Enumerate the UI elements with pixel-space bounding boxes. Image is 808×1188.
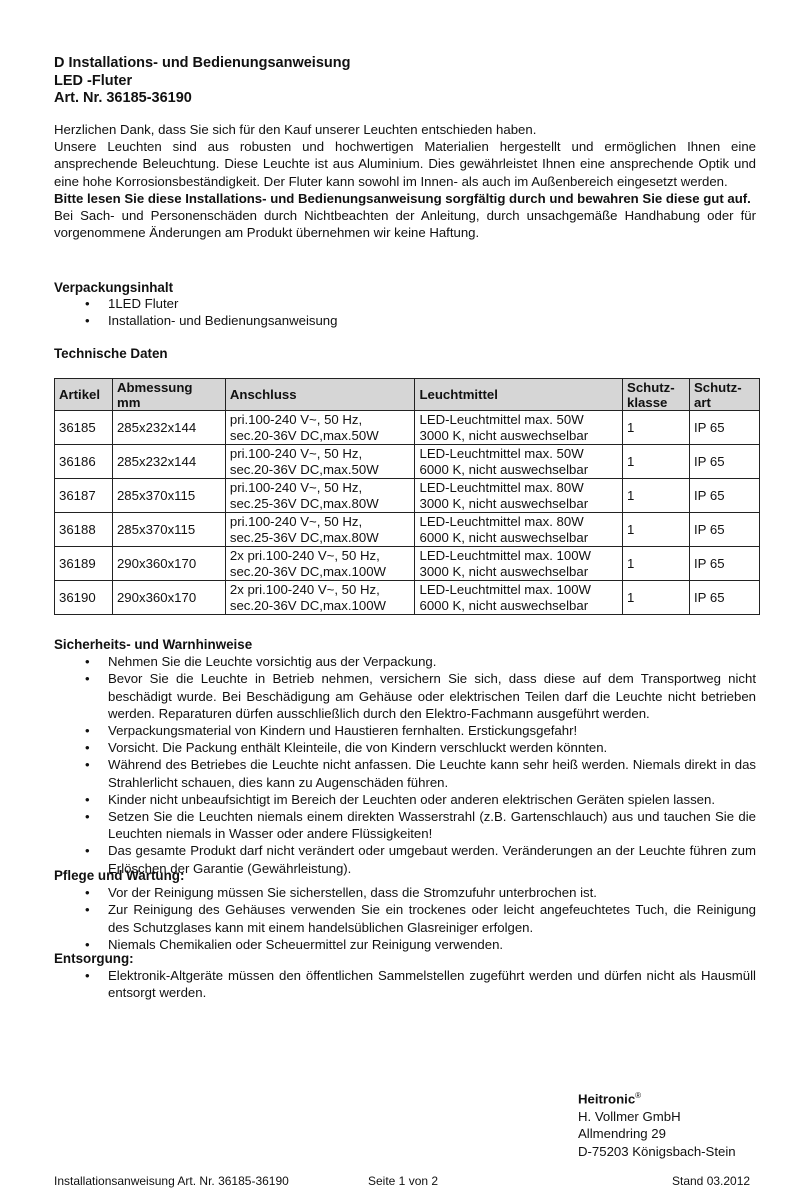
disposal-list (54, 967, 756, 1001)
list-item: • Bevor Sie die Leuchte in Betrieb nehmen, versichern Sie sich, dass diese auf dem Transportweg nicht beschädigt wurde. Bei Beschädigung am Gehäuse oder elektrischen Teilen darf die Leuchte nicht betrieben werden. Reparaturen dürfen ausschließlich durch den Elektro-Fachmann ausgeführt werden. (54, 670, 756, 722)
packaging-list (54, 295, 756, 329)
footer-page-number: Seite 1 von 2 (368, 1174, 439, 1188)
company-name: H. Vollmer GmbH (578, 1108, 681, 1124)
table-header-row (55, 379, 760, 411)
table-row: 36190 290x360x170 2x pri.100-240 V~, 50 Hz, sec.20-36V DC,max.100W LED-Leuchtmittel max. 100W 6000 K, nicht auswechselbar 1 IP 65 (55, 581, 760, 615)
list-item: • Während des Betriebes die Leuchte nicht anfassen. Die Leuchte kann sehr heiß werden. Niemals direkt in das Strahlerlicht schauen, dies kann zu Augenschäden führen. (54, 756, 756, 790)
intro-description: Unsere Leuchten sind aus robusten und hochwertigen Materialien hergestellt und ermöglichen Ihnen eine ansprechende Beleuchtung. Diese Leuchte ist aus Aluminium. Dies gewährleistet Ihnen eine ansprechende Optik und eine hohe Korrosionsbeständigkeit. Der Fluter kann sowohl im Innen- als auch im Außenbereich eingesetzt werden. (54, 139, 756, 189)
list-item: • Kinder nicht unbeaufsichtigt im Bereich der Leuchten oder anderen elektrischen Geräten spielen lassen. (54, 791, 756, 808)
company-brand: Heitronic® (578, 1091, 642, 1107)
title-line-3: Art. Nr. 36185-36190 (54, 90, 192, 106)
list-item: • Das gesamte Produkt darf nicht verändert oder umgebaut werden. Veränderungen an der Leuchte führen zum Erlöschen der Garantie (Gewährleistung). (54, 842, 756, 876)
intro-read-notice: Bitte lesen Sie diese Installations- und Bedienungsanweisung sorgfältig durch und bewahren Sie diese gut auf. (54, 190, 751, 206)
col-abmessung: Abmessung mm (112, 379, 225, 411)
list-item: • Vor der Reinigung müssen Sie sicherstellen, dass die Stromzufuhr unterbrochen ist. (54, 884, 756, 901)
col-anschluss: Anschluss (225, 379, 415, 411)
packaging-section (54, 280, 756, 329)
intro-thanks: Herzlichen Dank, dass Sie sich für den Kauf unserer Leuchten entschieden haben. (54, 122, 537, 137)
list-item: • Elektronik-Altgeräte müssen den öffentlichen Sammelstellen zugeführt werden und dürfen nicht als Hausmüll entsorgt werden. (54, 967, 756, 1001)
col-leuchtmittel: Leuchtmittel (415, 379, 623, 411)
intro-liability: Bei Sach- und Personenschäden durch Nichtbeachten der Anleitung, durch unsachgemäße Handhabung oder für vorgenommene Änderungen am Produkt übernehmen wir keine Haftung. (54, 208, 756, 241)
table-row: 36186 285x232x144 pri.100-240 V~, 50 Hz, sec.20-36V DC,max.50W LED-Leuchtmittel max. 50W 6000 K, nicht auswechselbar 1 IP 65 (55, 445, 760, 479)
tech-data-table (54, 378, 760, 615)
list-item: • Setzen Sie die Leuchten niemals einem direkten Wasserstrahl (z.B. Gartenschlauch) aus und tauchen Sie die Leuchten niemals in Wasser oder andere Flüssigkeiten! (54, 808, 756, 842)
care-heading: Pflege und Wartung: (54, 868, 185, 883)
table-row: 36189 290x360x170 2x pri.100-240 V~, 50 Hz, sec.20-36V DC,max.100W LED-Leuchtmittel max. 100W 3000 K, nicht auswechselbar 1 IP 65 (55, 547, 760, 581)
company-address (578, 1087, 736, 1160)
care-section (54, 867, 756, 953)
footer-left: Installationsanweisung Art. Nr. 36185-36190 (54, 1174, 289, 1188)
packaging-heading: Verpackungsinhalt (54, 280, 174, 295)
list-item: • Nehmen Sie die Leuchte vorsichtig aus der Verpackung. (54, 653, 756, 670)
footer-date: Stand 03.2012 (672, 1174, 751, 1188)
col-schutzklasse: Schutz- klasse (623, 379, 690, 411)
table-row: 36187 285x370x115 pri.100-240 V~, 50 Hz, sec.25-36V DC,max.80W LED-Leuchtmittel max. 80W 3000 K, nicht auswechselbar 1 IP 65 (55, 479, 760, 513)
title-line-1: D Installations- und Bedienungsanweisung (54, 55, 351, 71)
document-title (54, 55, 350, 108)
list-item: • Zur Reinigung des Gehäuses verwenden Sie ein trockenes oder leicht angefeuchtetes Tuch, die Reinigung des Schutzglases kann mit einem handelsüblichen Glasreiniger erfolgen. (54, 901, 756, 935)
company-street: Allmendring 29 (578, 1126, 666, 1142)
title-line-2: LED -Fluter (54, 72, 133, 89)
list-item: • Vorsicht. Die Packung enthält Kleinteile, die von Kindern verschluckt werden könnten. (54, 739, 756, 756)
list-item: • Niemals Chemikalien oder Scheuermittel zur Reinigung verwenden. (54, 936, 756, 953)
table-row: 36185 285x232x144 pri.100-240 V~, 50 Hz, sec.20-36V DC,max.50W LED-Leuchtmittel max. 50W 3000 K, nicht auswechselbar 1 IP 65 (55, 411, 760, 445)
list-item: • Verpackungsmaterial von Kindern und Haustieren fernhalten. Erstickungsgefahr! (54, 722, 756, 739)
safety-list (54, 653, 756, 877)
table-row: 36188 285x370x115 pri.100-240 V~, 50 Hz, sec.25-36V DC,max.80W LED-Leuchtmittel max. 80W 6000 K, nicht auswechselbar 1 IP 65 (55, 513, 760, 547)
safety-section (54, 636, 756, 877)
col-schutzart: Schutz- art (690, 379, 760, 411)
safety-heading: Sicherheits- und Warnhinweise (54, 637, 253, 652)
list-item: • Installation- und Bedienungsanweisung (54, 312, 756, 329)
tech-heading: Technische Daten (54, 346, 168, 361)
disposal-section (54, 950, 756, 1002)
col-artikel: Artikel (55, 379, 113, 411)
disposal-heading: Entsorgung: (54, 951, 134, 966)
list-item: • 1LED Fluter (54, 295, 756, 312)
care-list (54, 884, 756, 953)
company-city: D-75203 Königsbach-Stein (578, 1143, 736, 1159)
intro-section (54, 121, 756, 241)
